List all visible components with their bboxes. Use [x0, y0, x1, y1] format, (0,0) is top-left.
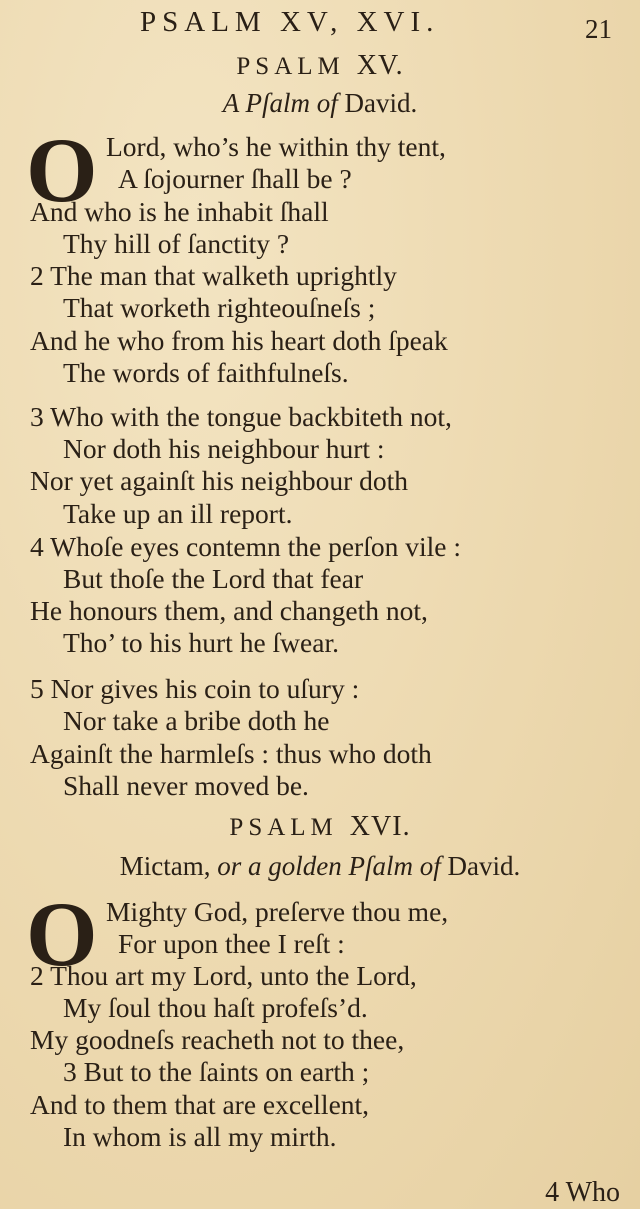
verse-line: For upon thee I reſt :	[118, 928, 345, 959]
verse-line: 3 Who with the tongue backbiteth not,	[30, 401, 452, 432]
verse-line: Lord, who’s he within thy tent,	[106, 131, 446, 162]
verse-line: 2 Thou art my Lord, unto the Lord,	[30, 960, 417, 991]
psalm-15-superscription-roman: David.	[344, 88, 418, 118]
verse-line: Nor doth his neighbour hurt :	[63, 433, 385, 464]
verse-line: 4 Whoſe eyes contemn the perſon vile :	[30, 531, 461, 562]
verse-line: That worketh righteouſneſs ;	[63, 292, 376, 323]
verse-line: But thoſe the Lord that fear	[63, 563, 364, 594]
verse-line: And who is he inhabit ſhall	[30, 196, 329, 227]
verse-line: 5 Nor gives his coin to uſury :	[30, 673, 360, 704]
verse-line: 2 The man that walketh uprightly	[30, 260, 397, 291]
verse-line: He honours them, and changeth not,	[30, 595, 428, 626]
psalm-16-superscription-roman-1: Mictam,	[119, 851, 211, 881]
verse-line: Shall never moved be.	[63, 770, 309, 801]
verse-line: In whom is all my mirth.	[63, 1121, 337, 1152]
running-head: PSALM XV, XVI.	[140, 6, 440, 38]
verse-line: Tho’ to his hurt he ſwear.	[63, 627, 339, 658]
verse-line: Mighty God, preſerve thou me,	[106, 896, 449, 927]
psalm-16-title-number: XVI.	[349, 811, 411, 842]
psalm-15-superscription	[0, 88, 640, 119]
psalm-15-dropcap: O	[26, 119, 98, 221]
page-number: 21	[585, 14, 612, 44]
verse-line: Againſt the harmleſs : thus who doth	[30, 738, 432, 769]
psalm-16-dropcap: O	[26, 883, 98, 985]
verse-line: Thy hill of ſanctity ?	[63, 228, 290, 259]
psalm-16-superscription	[0, 851, 640, 882]
catchword: 4 Who	[545, 1177, 620, 1208]
verse-line: My goodneſs reacheth not to thee,	[30, 1024, 405, 1055]
verse-line: A ſojourner ſhall be ?	[118, 163, 352, 194]
psalm-16-title-prefix: PSALM	[229, 814, 338, 841]
verse-line: My ſoul thou haſt profeſs’d.	[63, 992, 368, 1023]
verse-line: And he who from his heart doth ſpeak	[30, 325, 448, 356]
psalm-15-title-prefix: PSALM	[236, 53, 345, 80]
verse-line: And to them that are excellent,	[30, 1089, 370, 1120]
psalm-16-superscription-italic: or a golden Pſalm of	[217, 851, 441, 881]
verse-line: 3 But to the ſaints on earth ;	[63, 1056, 370, 1087]
psalm-15-superscription-italic: A Pſalm of	[222, 88, 338, 118]
verse-line: Nor take a bribe doth he	[63, 705, 330, 736]
psalm-16-superscription-roman-2: David.	[447, 851, 521, 881]
psalm-16-title	[0, 811, 640, 843]
psalm-15-title	[0, 50, 640, 82]
verse-line: Take up an ill report.	[63, 498, 293, 529]
verse-line: Nor yet againſt his neighbour doth	[30, 465, 409, 496]
verse-line: The words of faithfulneſs.	[63, 357, 349, 388]
psalm-15-title-number: XV.	[356, 50, 404, 81]
